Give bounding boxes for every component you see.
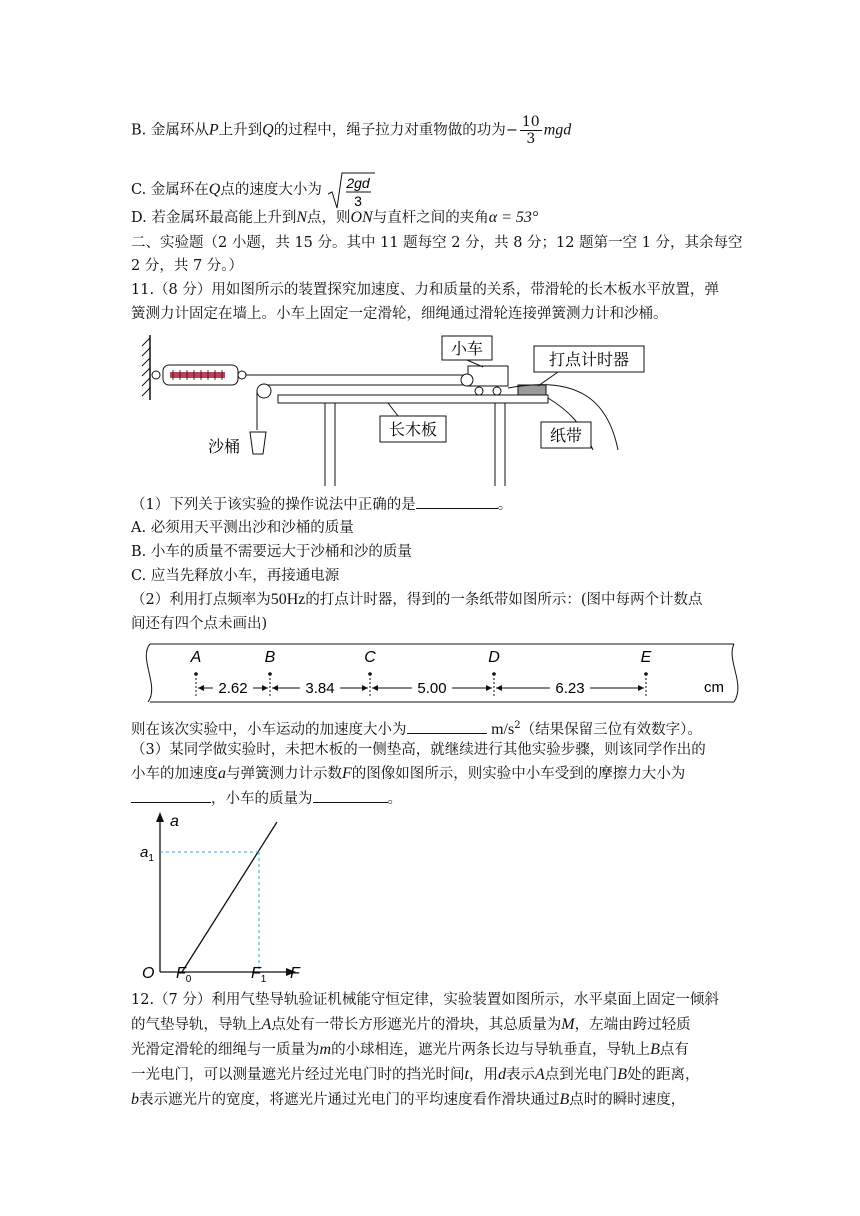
tape-point-label: B bbox=[264, 649, 276, 666]
x-axis-label: F bbox=[290, 965, 300, 982]
sand-bucket bbox=[250, 432, 266, 454]
tape-arrow-left bbox=[496, 685, 502, 691]
answer-blank-1[interactable] bbox=[416, 494, 498, 509]
tape-unit: cm bbox=[704, 679, 724, 696]
q12-line5: b表示遮光片的宽度，将遮光片通过光电门的平均速度看作滑块通过B点时的瞬时速度， bbox=[131, 1091, 686, 1108]
cart-pulley bbox=[461, 374, 473, 386]
tape-arrow-left bbox=[198, 685, 204, 691]
svg-text:3: 3 bbox=[354, 193, 363, 209]
option-d: D. 若金属环最高能上升到N点，则ON与直杆之间的夹角α = 53° bbox=[131, 209, 539, 226]
graph-line bbox=[182, 822, 277, 972]
q12-line3: 光滑定滑轮的细绳与一质量为m的小球相连，遮光片两条长边与导轨垂直，导轨上B点有 bbox=[131, 1041, 689, 1058]
a1-label: $a_1$ bbox=[140, 844, 154, 864]
tape-arrow-right bbox=[486, 685, 492, 691]
timer-block bbox=[518, 385, 546, 395]
apparatus-figure bbox=[138, 330, 658, 488]
tape-arrow-right bbox=[638, 685, 644, 691]
sqrt-expression bbox=[326, 170, 376, 210]
tape-gap-value: 5.00 bbox=[417, 680, 447, 697]
scale-hook bbox=[152, 371, 160, 379]
tape-point-label: D bbox=[488, 649, 500, 666]
tape-point-label: A bbox=[190, 649, 202, 666]
tape-dot bbox=[194, 672, 198, 676]
tape-arrow-right bbox=[362, 685, 368, 691]
label-tape: 纸带 bbox=[549, 428, 583, 445]
q11-part2-line1: （2）利用打点频率为50Hz的打点计时器，得到的一条纸带如图所示：(图中每两个计数点 bbox=[131, 591, 703, 608]
tape-point-label: E bbox=[640, 649, 652, 666]
tape-dot bbox=[644, 672, 648, 676]
section-heading: 二、实验题（2 小题，共 15 分。其中 11 题每空 2 分，共 8 分；12 题第一空 1 分，其余每空 bbox=[131, 235, 743, 251]
q11-part3-line3: ，小车的质量为 。 bbox=[131, 788, 402, 809]
label-cart: 小车 bbox=[450, 341, 484, 358]
board-pulley bbox=[257, 384, 271, 398]
tape-gap-value: 3.84 bbox=[305, 680, 335, 697]
svg-text:2gd: 2gd bbox=[346, 175, 371, 191]
q11-part2-line2: 间还有四个点未画出) bbox=[131, 616, 268, 632]
q11-option-c: C. 应当先释放小车，再接通电源 bbox=[131, 568, 340, 584]
long-board bbox=[278, 395, 548, 403]
cart bbox=[468, 366, 508, 386]
q11-stem-2: 簧测力计固定在墙上。小车上固定一定滑轮，细绳通过滑轮连接弹簧测力计和沙桶。 bbox=[131, 306, 668, 322]
tape-gap-value: 6.23 bbox=[555, 680, 585, 697]
tape-dot bbox=[368, 672, 372, 676]
label-bucket: 沙桶 bbox=[207, 439, 241, 456]
q11-part1: （1）下列关于该实验的操作说法中正确的是 。 bbox=[131, 494, 512, 515]
q12-line4: 一光电门，可以测量遮光片经过光电门时的挡光时间t，用d表示A点到光电门B处的距离， bbox=[131, 1066, 700, 1083]
q11-stem-1: 11.（8 分）用如图所示的装置探究加速度、力和质量的关系，带滑轮的长木板水平放置，弹 bbox=[131, 282, 719, 298]
tape-arrow-left bbox=[272, 685, 278, 691]
q11-option-b: B. 小车的质量不需要远大于沙桶和沙的质量 bbox=[131, 544, 412, 560]
tape-dot bbox=[492, 672, 496, 676]
q12-line1: 12.（7 分）利用气垫导轨验证机械能守恒定律，实验装置如图所示，水平桌面上固定一倾斜 bbox=[131, 992, 719, 1008]
q11-part3-line1: （3）某同学做实验时，未把木板的一侧垫高，就继续进行其他实验步骤，则该同学作出的 bbox=[131, 742, 706, 758]
answer-blank-3[interactable] bbox=[131, 788, 211, 803]
label-board: 长木板 bbox=[388, 422, 438, 439]
y-axis-label: a bbox=[170, 813, 179, 830]
a-F-graph bbox=[130, 810, 320, 986]
tape-gap-value: 2.62 bbox=[218, 680, 248, 697]
F0-label: $F_0$ bbox=[176, 965, 192, 985]
tape-point-label: C bbox=[364, 649, 376, 666]
F1-label: $F_1$ bbox=[251, 965, 267, 985]
section-heading-cont: 2 分，共 7 分。） bbox=[131, 258, 244, 274]
q12-line2: 的气垫导轨，导轨上A点处有一带长方形遮光片的滑块，其总质量为M，左端由跨过轻质 bbox=[131, 1016, 691, 1033]
q11-option-a: A. 必须用天平测出沙和沙桶的质量 bbox=[131, 520, 354, 536]
origin-label: O bbox=[142, 965, 155, 982]
spring-scale-bar bbox=[170, 372, 225, 378]
answer-blank-4[interactable] bbox=[313, 788, 388, 803]
fraction-10-3: $\frac{10}{3}$ bbox=[521, 114, 540, 147]
answer-blank-2[interactable] bbox=[407, 719, 487, 734]
label-timer: 打点计时器 bbox=[548, 352, 630, 369]
tape-dot bbox=[268, 672, 272, 676]
tape-arrow-left bbox=[372, 685, 378, 691]
q11-part2-answer: 则在该次实验中，小车运动的加速度大小为 $m/s^2$（结果保留三位有效数字）。 bbox=[131, 720, 702, 738]
q11-part3-line2: 小车的加速度a与弹簧测力计示数F的图像如图所示，则实验中小车受到的摩擦力大小为 bbox=[131, 765, 686, 782]
option-c: C. 金属环在Q点的速度大小为 2gd 3 bbox=[131, 170, 376, 210]
tape-arrow-right bbox=[262, 685, 268, 691]
paper-tape-figure bbox=[130, 640, 750, 706]
option-b: B. 金属环从P上升到Q的过程中，绳子拉力对重物做的功为− $\frac{10}{3}$ mgd bbox=[131, 114, 572, 147]
